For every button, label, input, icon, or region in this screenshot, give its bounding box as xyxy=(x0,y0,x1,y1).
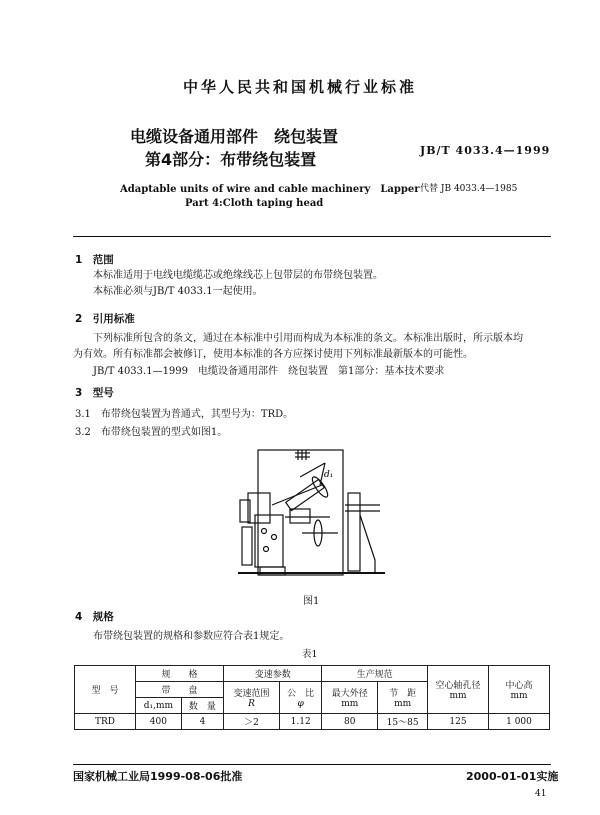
cell-d1: 400 xyxy=(136,714,182,730)
cell-ratio: 1.12 xyxy=(280,714,322,730)
bottom-rule xyxy=(73,764,551,765)
implementation-date: 2000-01-01实施 xyxy=(466,770,559,783)
spec-table xyxy=(74,665,550,730)
production-header: 生产规范 xyxy=(322,666,428,682)
speed-header: 变速参数 xyxy=(224,666,322,682)
page-number: 41 xyxy=(535,789,547,799)
cell-qty: 4 xyxy=(181,714,223,730)
d1-label: d₁ xyxy=(324,470,334,480)
section-2-para-line-1: 下列标准所包含的条文，通过在本标准中引用而构成为本标准的条文。本标准出版时，所示版本均 xyxy=(93,333,523,344)
table-1-caption: 表1 xyxy=(302,649,318,660)
model-header: 型 号 xyxy=(75,666,136,714)
cell-range: ＞2 xyxy=(224,714,280,730)
replaces-standard: 代替 JB 4033.4—1985 xyxy=(420,184,518,194)
english-title-1: Adaptable units of wire and cable machinery Lapper xyxy=(120,184,420,195)
spec-header: 规 格 xyxy=(136,666,224,682)
section-3-item-1: 3.1 布带绕包装置为普通式，其型号为：TRD。 xyxy=(75,409,294,420)
figure-1-drawing xyxy=(230,445,390,590)
section-4-heading: 4 规格 xyxy=(75,611,114,623)
frame-outline xyxy=(258,450,343,575)
section-2-heading: 2 引用标准 xyxy=(75,313,135,325)
cell-center: 1 000 xyxy=(489,714,550,730)
section-3-heading: 3 型号 xyxy=(75,387,114,399)
standard-number: JB/T 4033.4—1999 xyxy=(420,144,551,157)
section-2-reference: JB/T 4033.1—1999 电缆设备通用部件 绕包装置 第1部分：基本技术要求 xyxy=(93,366,445,377)
table-header-row-1 xyxy=(75,666,550,682)
nation-standard-heading: 中华人民共和国机械行业标准 xyxy=(182,78,417,96)
section-1-para-1: 本标准适用于电线电缆缆芯或绝缘线芯上包带层的布带绕包装置。 xyxy=(93,270,383,281)
cell-model: TRD xyxy=(75,714,136,730)
gear-box xyxy=(248,493,270,523)
top-rule xyxy=(73,236,551,237)
cell-max-od: 80 xyxy=(322,714,378,730)
cell-bore: 125 xyxy=(428,714,489,730)
max-od-header: 最大外径 mm xyxy=(322,682,378,714)
section-3-item-2: 3.2 布带绕包装置的型式如图1。 xyxy=(75,427,228,438)
section-2-para-line-2: 为有效。所有标准都会被修订，使用本标准的各方应探讨使用下列标准最新版本的可能性。 xyxy=(73,349,473,360)
bore-header: 空心轴孔径 mm xyxy=(428,666,489,714)
figure-1-caption: 图1 xyxy=(303,596,320,607)
section-1-heading: 1 范围 xyxy=(75,254,114,266)
title-line-2: 第4部分：布带绕包装置 xyxy=(145,150,317,169)
cell-pitch: 15～85 xyxy=(378,714,428,730)
title-line-1: 电缆设备通用部件 绕包装置 xyxy=(130,127,339,146)
english-title-2: Part 4:Cloth taping head xyxy=(185,198,324,209)
tape-disk-header: 带 盘 xyxy=(136,682,224,698)
center-height-header: 中心高 mm xyxy=(489,666,550,714)
approval-date: 国家机械工业局1999-08-06批准 xyxy=(73,770,243,783)
speed-range-header: 变速范围 R xyxy=(224,682,280,714)
section-1-para-2: 本标准必须与JB/T 4033.1一起使用。 xyxy=(93,286,263,297)
qty-header: 数 量 xyxy=(181,698,223,714)
table-row xyxy=(75,714,550,730)
section-4-para: 布带绕包装置的规格和参数应符合表1规定。 xyxy=(93,631,290,642)
d1-header: d₁,mm xyxy=(136,698,182,714)
ratio-header: 公 比 φ xyxy=(280,682,322,714)
pitch-header: 节 距 mm xyxy=(378,682,428,714)
